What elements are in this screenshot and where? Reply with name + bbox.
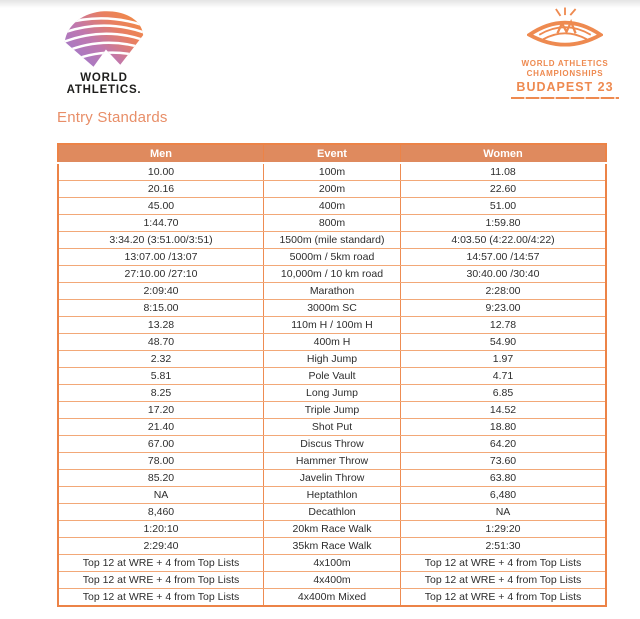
- men-cell: 5.81: [58, 368, 264, 385]
- women-cell: 11.08: [401, 163, 607, 181]
- men-cell: 48.70: [58, 334, 264, 351]
- men-cell: 78.00: [58, 453, 264, 470]
- event-cell: 800m: [264, 215, 401, 232]
- column-header-men: Men: [58, 144, 264, 163]
- page-title: Entry Standards: [57, 109, 168, 126]
- event-cell: 4x400m Mixed: [264, 589, 401, 607]
- event-cell: Discus Throw: [264, 436, 401, 453]
- table-row: [58, 402, 606, 419]
- women-cell: 22.60: [401, 181, 607, 198]
- women-cell: 4.71: [401, 368, 607, 385]
- table-row: [58, 266, 606, 283]
- women-cell: 54.90: [401, 334, 607, 351]
- budapest23-underline: [511, 97, 619, 99]
- men-cell: 2.32: [58, 351, 264, 368]
- men-cell: 8.25: [58, 385, 264, 402]
- table-row: [58, 163, 606, 181]
- event-cell: High Jump: [264, 351, 401, 368]
- table-body: [58, 163, 606, 606]
- men-cell: 27:10.00 /27:10: [58, 266, 264, 283]
- table-row: [58, 555, 606, 572]
- men-cell: 10.00: [58, 163, 264, 181]
- women-cell: 4:03.50 (4:22.00/4:22): [401, 232, 607, 249]
- women-cell: 51.00: [401, 198, 607, 215]
- men-cell: Top 12 at WRE + 4 from Top Lists: [58, 589, 264, 607]
- men-cell: 2:29:40: [58, 538, 264, 555]
- table-row: [58, 198, 606, 215]
- men-cell: NA: [58, 487, 264, 504]
- men-cell: 17.20: [58, 402, 264, 419]
- event-cell: 5000m / 5km road: [264, 249, 401, 266]
- event-cell: 400m: [264, 198, 401, 215]
- table-row: [58, 521, 606, 538]
- table-row: [58, 249, 606, 266]
- table-row: [58, 419, 606, 436]
- women-cell: 14:57.00 /14:57: [401, 249, 607, 266]
- women-cell: 12.78: [401, 317, 607, 334]
- table-row: [58, 283, 606, 300]
- women-cell: 63.80: [401, 470, 607, 487]
- women-cell: 1.97: [401, 351, 607, 368]
- table-row: [58, 487, 606, 504]
- event-cell: 4x100m: [264, 555, 401, 572]
- women-cell: 6,480: [401, 487, 607, 504]
- table-row: [58, 300, 606, 317]
- table-row: [58, 181, 606, 198]
- table-row: [58, 368, 606, 385]
- event-cell: 1500m (mile standard): [264, 232, 401, 249]
- budapest23-emblem-icon: [527, 6, 603, 56]
- men-cell: Top 12 at WRE + 4 from Top Lists: [58, 555, 264, 572]
- table-row: [58, 215, 606, 232]
- event-cell: Triple Jump: [264, 402, 401, 419]
- event-cell: Marathon: [264, 283, 401, 300]
- entry-standards-table: [57, 143, 607, 607]
- column-header-women: Women: [401, 144, 607, 163]
- men-cell: 8,460: [58, 504, 264, 521]
- table-row: [58, 453, 606, 470]
- event-cell: 110m H / 100m H: [264, 317, 401, 334]
- women-cell: 6.85: [401, 385, 607, 402]
- world-athletics-logo-icon: [61, 8, 147, 70]
- women-cell: 2:28:00: [401, 283, 607, 300]
- men-cell: 3:34.20 (3:51.00/3:51): [58, 232, 264, 249]
- world-athletics-wordmark-line2: ATHLETICS.: [66, 84, 142, 96]
- women-cell: 1:29:20: [401, 521, 607, 538]
- men-cell: 1:20:10: [58, 521, 264, 538]
- event-cell: 3000m SC: [264, 300, 401, 317]
- budapest23-wordmark-line2: CHAMPIONSHIPS: [526, 69, 604, 78]
- event-cell: 100m: [264, 163, 401, 181]
- event-cell: Heptathlon: [264, 487, 401, 504]
- men-cell: 21.40: [58, 419, 264, 436]
- women-cell: 18.80: [401, 419, 607, 436]
- world-athletics-wordmark-line1: WORLD: [80, 72, 128, 84]
- event-cell: Decathlon: [264, 504, 401, 521]
- women-cell: 9:23.00: [401, 300, 607, 317]
- event-cell: Javelin Throw: [264, 470, 401, 487]
- event-cell: 4x400m: [264, 572, 401, 589]
- table-row: [58, 538, 606, 555]
- men-cell: 67.00: [58, 436, 264, 453]
- table-row: [58, 334, 606, 351]
- table-row: [58, 232, 606, 249]
- women-cell: Top 12 at WRE + 4 from Top Lists: [401, 555, 607, 572]
- men-cell: 8:15.00: [58, 300, 264, 317]
- budapest23-logo: [506, 6, 624, 99]
- budapest23-wordmark-line1: WORLD ATHLETICS: [521, 59, 609, 68]
- men-cell: 45.00: [58, 198, 264, 215]
- women-cell: 14.52: [401, 402, 607, 419]
- women-cell: 2:51:30: [401, 538, 607, 555]
- table-row: [58, 589, 606, 607]
- men-cell: 2:09:40: [58, 283, 264, 300]
- table-row: [58, 351, 606, 368]
- women-cell: 30:40.00 /30:40: [401, 266, 607, 283]
- table-row: [58, 436, 606, 453]
- men-cell: Top 12 at WRE + 4 from Top Lists: [58, 572, 264, 589]
- event-cell: 200m: [264, 181, 401, 198]
- women-cell: Top 12 at WRE + 4 from Top Lists: [401, 572, 607, 589]
- world-athletics-logo: [56, 8, 152, 96]
- men-cell: 20.16: [58, 181, 264, 198]
- men-cell: 85.20: [58, 470, 264, 487]
- women-cell: 1:59.80: [401, 215, 607, 232]
- table-row: [58, 572, 606, 589]
- budapest23-wordmark-line3: BUDAPEST 23: [516, 80, 614, 94]
- table-row: [58, 317, 606, 334]
- women-cell: Top 12 at WRE + 4 from Top Lists: [401, 589, 607, 607]
- event-cell: Shot Put: [264, 419, 401, 436]
- event-cell: Long Jump: [264, 385, 401, 402]
- table-row: [58, 385, 606, 402]
- event-cell: Hammer Throw: [264, 453, 401, 470]
- table-row: [58, 470, 606, 487]
- table-row: [58, 504, 606, 521]
- women-cell: 73.60: [401, 453, 607, 470]
- event-cell: 20km Race Walk: [264, 521, 401, 538]
- women-cell: NA: [401, 504, 607, 521]
- men-cell: 13:07.00 /13:07: [58, 249, 264, 266]
- event-cell: 400m H: [264, 334, 401, 351]
- men-cell: 1:44.70: [58, 215, 264, 232]
- women-cell: 64.20: [401, 436, 607, 453]
- column-header-event: Event: [264, 144, 401, 163]
- event-cell: 10,000m / 10 km road: [264, 266, 401, 283]
- men-cell: 13.28: [58, 317, 264, 334]
- event-cell: 35km Race Walk: [264, 538, 401, 555]
- event-cell: Pole Vault: [264, 368, 401, 385]
- table-header-row: [58, 144, 606, 163]
